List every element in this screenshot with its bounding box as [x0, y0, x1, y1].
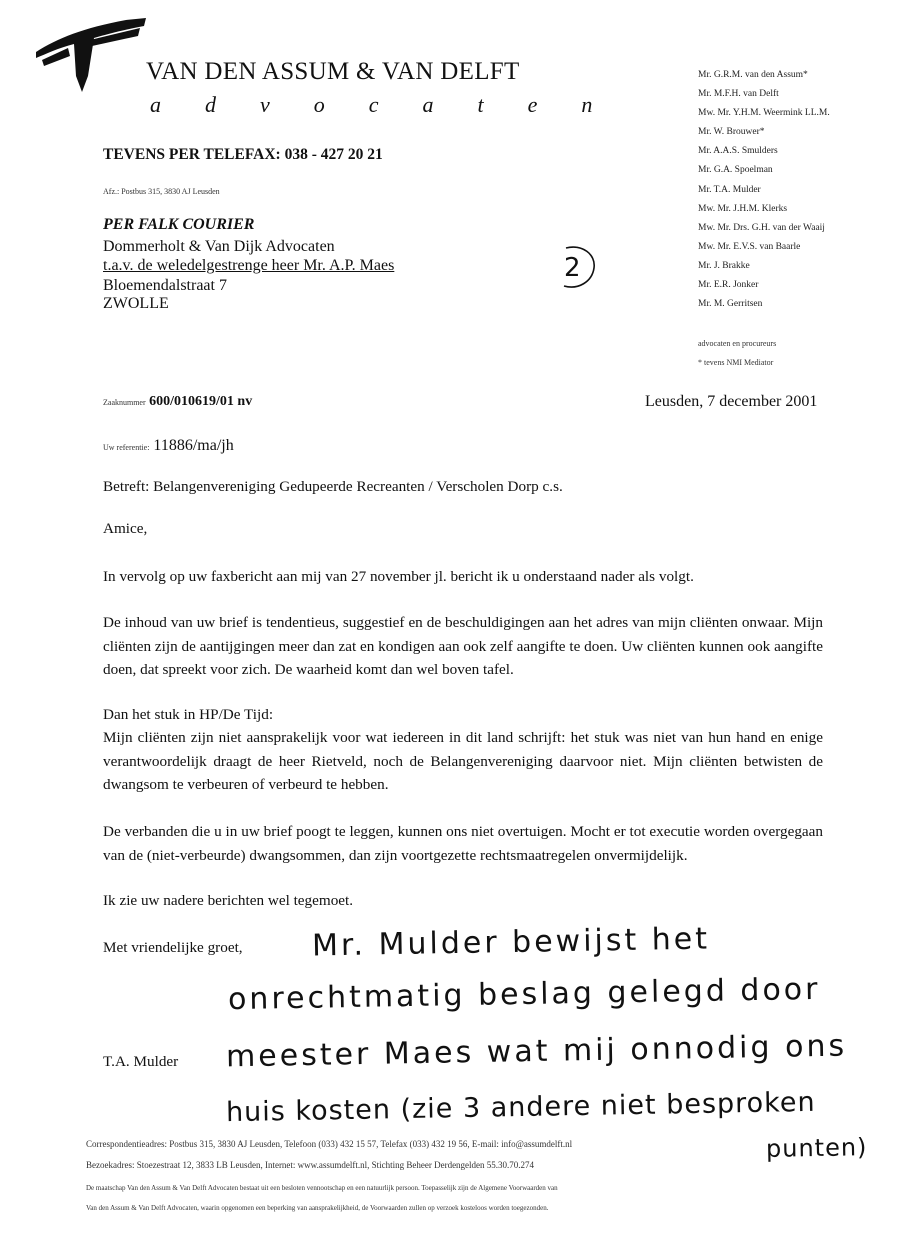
partner-name: Mw. Mr. Drs. G.H. van der Waaij — [698, 222, 825, 233]
handwritten-note-line: onrechtmatig beslag gelegd door — [227, 971, 821, 1018]
partner-name: Mr. G.R.M. van den Assum* — [698, 70, 808, 80]
delivery-method: PER FALK COURIER — [103, 216, 255, 233]
footer-legal: Van den Assum & Van Delft Advocaten, waarin opgenomen een beperking van aansprakelijkheid, de Voorwaarden zullen op verzoek kosteloos worden toegezonden. — [86, 1204, 549, 1212]
letter-date: Leusden, 7 december 2001 — [645, 393, 818, 410]
case-number-label: Zaaknummer — [103, 398, 146, 407]
partner-name: Mw. Mr. J.H.M. Klerks — [698, 203, 788, 214]
partner-name: Mr. A.A.S. Smulders — [698, 146, 778, 157]
reference-row — [103, 437, 234, 455]
handwritten-number: 2 — [564, 253, 581, 283]
sender-address: Afz.: Postbus 315, 3830 AJ Leusden — [103, 187, 220, 196]
paragraph: Mijn cliënten zijn niet aansprakelijk voor wat iedereen in dit land schrijft: het stuk was niet van hun hand en enige verantwoordelijk draagt de heer Rietveld, noch de Belangenvereniging daarvoor niet. Mijn cliënten betwisten de dwangsom te verbeuren of verbeurd te hebben. — [103, 729, 823, 794]
salutation: Amice, — [103, 520, 148, 537]
recipient-city: ZWOLLE — [103, 295, 169, 312]
paragraph: In vervolg op uw faxbericht aan mij van 27 november jl. bericht ik u onderstaand nader als volgt. — [103, 568, 694, 585]
handwritten-note-line: punten) — [765, 1133, 868, 1163]
reference-label: Uw referentie: — [103, 443, 150, 452]
partner-name: Mr. M.F.H. van Delft — [698, 89, 779, 100]
partner-name: Mr. J. Brakke — [698, 260, 750, 271]
recipient-street: Bloemendalstraat 7 — [103, 277, 227, 294]
firm-logo — [28, 18, 148, 96]
signatory-name: T.A. Mulder — [103, 1053, 179, 1070]
partner-name: Mw. Mr. Y.H.M. Weermink LL.M. — [698, 108, 830, 119]
partner-name: Mr. T.A. Mulder — [698, 184, 761, 195]
firm-subtitle: advocaten — [150, 92, 637, 117]
partner-notes — [698, 334, 776, 372]
firm-name: VAN DEN ASSUM & VAN DELFT — [146, 58, 520, 85]
partner-name: Mw. Mr. E.V.S. van Baarle — [698, 241, 801, 252]
footer-correspondence: Correspondentieadres: Postbus 315, 3830 AJ Leusden, Telefoon (033) 432 15 57, Telefax (033) 432 19 56, E-mail: info@assumdelft.nl — [86, 1139, 573, 1149]
handwritten-page-mark — [546, 242, 602, 294]
handwritten-note-line: huis kosten (zie 3 andere niet besproken — [225, 1086, 816, 1129]
advocates-note: advocaten en procureurs — [698, 339, 777, 348]
footer-visit-address: Bezoekadres: Stoezestraat 12, 3833 LB Leusden, Internet: www.assumdelft.nl, Stichting Beheer Derdengelden 55.30.70.274 — [86, 1160, 535, 1170]
case-number-row — [103, 394, 252, 410]
subject-line: Betreft: Belangenvereniging Gedupeerde Recreanten / Verscholen Dorp c.s. — [103, 478, 563, 495]
paragraph: Dan het stuk in HP/De Tijd: — [103, 706, 274, 723]
recipient-attention: t.a.v. de weledelgestrenge heer Mr. A.P. Maes — [103, 257, 395, 274]
mediator-note: * tevens NMI Mediator — [698, 358, 774, 367]
telefax-line: TEVENS PER TELEFAX: 038 - 427 20 21 — [103, 146, 383, 163]
recipient-company: Dommerholt & Van Dijk Advocaten — [103, 238, 335, 255]
partner-name: Mr. G.A. Spoelman — [698, 165, 773, 176]
handwritten-note-line: meester Maes wat mij onnodig ons — [225, 1028, 848, 1075]
partner-name: Mr. M. Gerritsen — [698, 299, 763, 310]
partner-name: Mr. E.R. Jonker — [698, 280, 759, 291]
handwritten-note-line: Mr. Mulder bewijst het — [311, 921, 711, 964]
paragraph: De inhoud van uw brief is tendentieus, suggestief en de beschuldigingen aan het adres van mijn cliënten onwaar. Mijn cliënten zijn de aantijgingen meer dan zat en kondigen aan ook zelf aangifte te doen. Uw cliënten kunnen ook aangifte doen, dat spreekt voor zich. De waarheid komt dan wel boven tafel. — [103, 614, 823, 679]
reference-value: 11886/ma/jh — [153, 437, 234, 454]
partners-list — [698, 66, 830, 314]
partner-name: Mr. W. Brouwer* — [698, 127, 765, 138]
closing: Met vriendelijke groet, — [103, 939, 243, 956]
paragraph: De verbanden die u in uw brief poogt te leggen, kunnen ons niet overtuigen. Mocht er tot executie worden overgegaan van de (niet-verbeurde) dwangsommen, dan zijn voortgezette rechtsmaatregelen onvermijdelijk. — [103, 823, 823, 864]
case-number: 600/010619/01 nv — [149, 394, 253, 409]
footer-legal: De maatschap Van den Assum & Van Delft Advocaten bestaat uit een besloten vennootschap en een natuurlijk persoon. Toepasselijk zijn de Algemene Voorwaarden van — [86, 1184, 558, 1192]
paragraph: Ik zie uw nadere berichten wel tegemoet. — [103, 892, 354, 909]
